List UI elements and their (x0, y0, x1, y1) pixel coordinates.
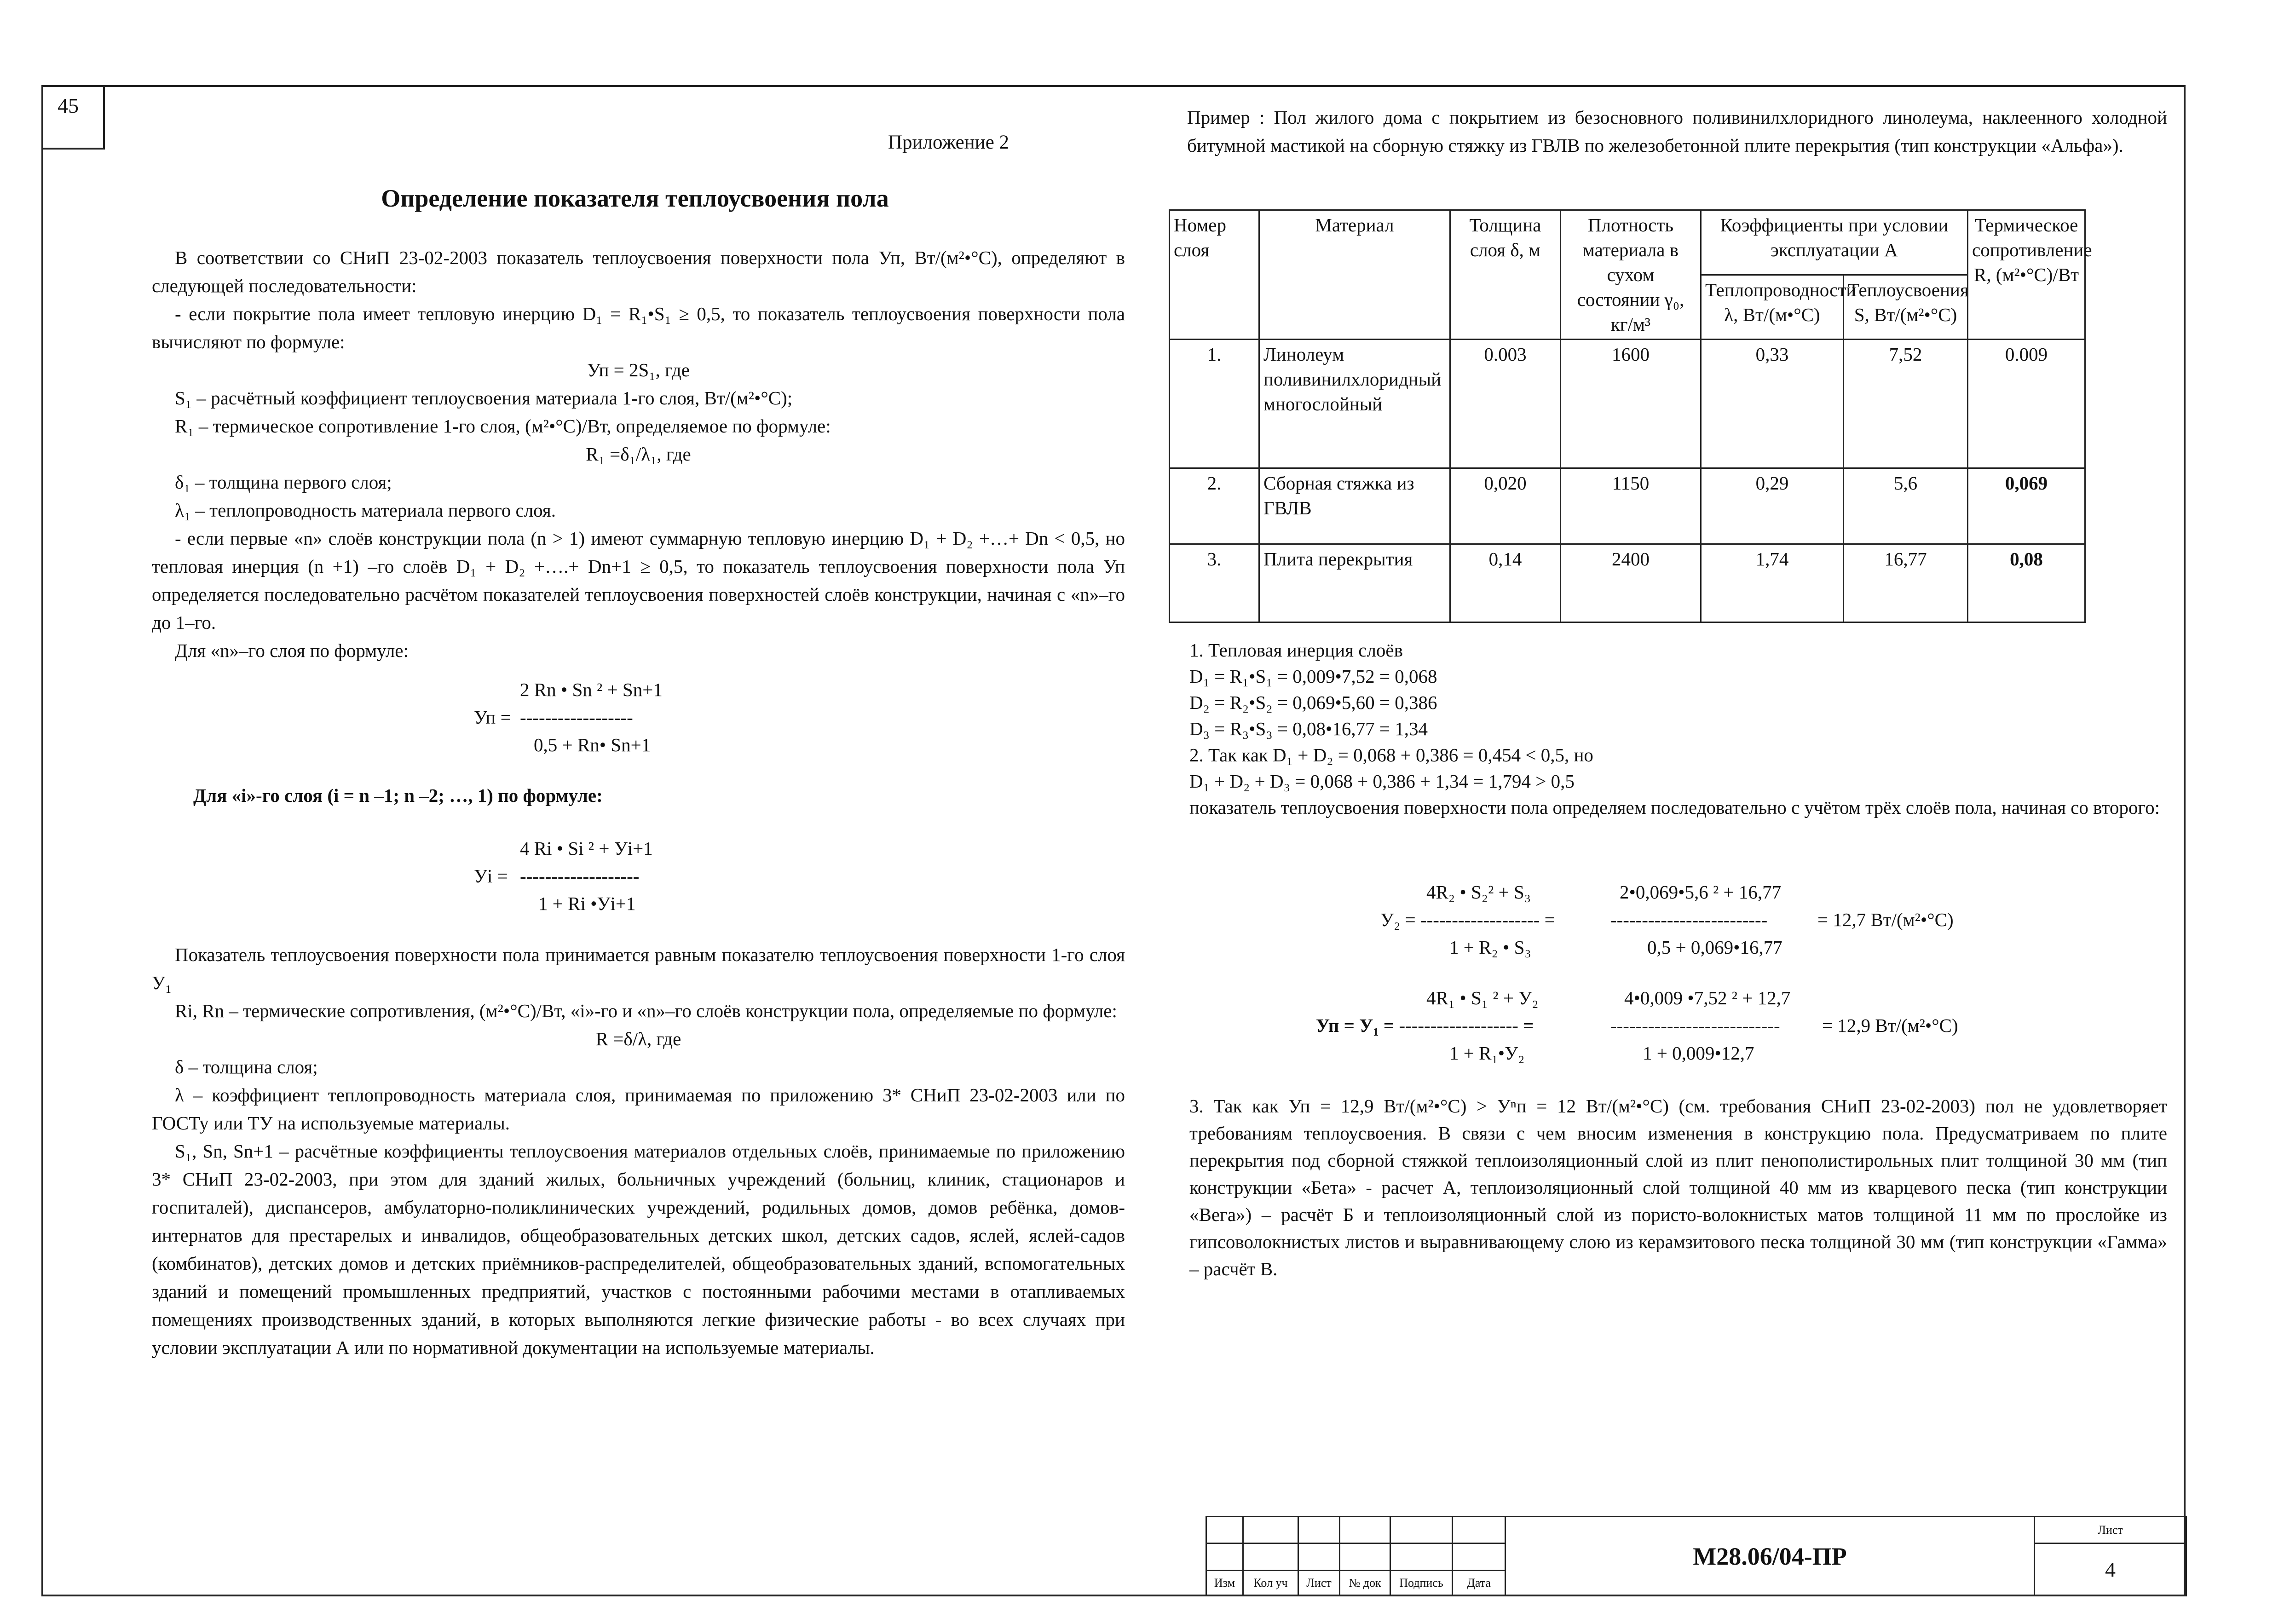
calc-line: 2. Так как D₁ + D₂ = 0,068 + 0,386 = 0,454 < 0,5, но (1189, 744, 1593, 766)
cell-conductivity: 0,33 (1701, 340, 1844, 468)
y1-denominator: 1 + R₁•У₂ (1449, 1042, 1525, 1064)
cell-density: 1600 (1561, 340, 1701, 468)
cell-resistance: 0,069 (1968, 468, 2085, 544)
sheet-label: Лист (2035, 1517, 2186, 1543)
definition: δ₁ – толщина первого слоя; (175, 472, 392, 493)
formula-i-line: ------------------- (520, 865, 640, 887)
paragraph: S₁, Sn, Sn+1 – расчётные коэффициенты теплоусвоения материалов отдельных слоёв, принимаемые по приложению 3* СНиП 23-02-2003, при этом для зданий жилых, больничных учреждений (больниц, клиник, стационаров и госпиталей), диспансеров, амбулаторно-поликлинических учреждений, родильных домов, домов ребёнка, домов-интернатов для престарелых и инвалидов, общеобразовательных детских школ, детских садов, яслей, яслей-садов (комбинатов), детских домов и детских приёмников-распределителей, общеобразовательных зданий, вспомогательных зданий и помещений промышленных предприятий, участков с постоянными рабочими местами в отапливаемых помещениях производственных зданий, в которых выполняются легкие физические работы - во всех случаях при условии эксплуатации А или по нормативной документации на используемые материалы. (152, 1140, 1125, 1358)
stamp-label: Кол уч (1243, 1570, 1298, 1595)
formula-i-numerator: 4 Ri • Si ² + Уi+1 (520, 838, 653, 859)
conclusion-paragraph: 3. Так как Уп = 12,9 Вт/(м²•°С) > Уⁿп = 12 Вт/(м²•°С) (см. требования СНиП 23-02-2003) пол не удовлетворяет требованиям теплоусвоения. В связи с чем вносим изменения в конструкцию пола. Предусматриваем по плите перекрытия под сборной стяжкой теплоизоляционный слой из плит пенополистирольных плит толщиной 30 мм (тип конструкции «Бета» - расчет А, теплоизоляционный слой толщиной 40 мм из кварцевого песка (тип конструкции «Вега») – расчёт Б и теплоизоляционный слой из пористо-волокнистых матов толщиной 11 мм по прослойке из гипсоволокнистых листов и выравнивающему слою из керамзитового песка толщиной 30 мм (тип конструкции «Гамма» – расчёт В. (1189, 1095, 2167, 1279)
cell-number: 3. (1170, 544, 1259, 622)
cell-resistance: 0,08 (1968, 544, 2085, 622)
cell-number: 2. (1170, 468, 1259, 544)
stamp-label: Изм (1206, 1570, 1243, 1595)
definition: δ – толщина слоя; (175, 1056, 318, 1077)
formula: R =δ/λ, где (595, 1028, 681, 1049)
stamp-label: Лист (1298, 1570, 1340, 1595)
example-intro: Пример : Пол жилого дома с покрытием из безосновного поливинилхлоридного линолеума, наклеенного холодной битумной мастикой на сборную стяжку из ГВЛВ по железобетонной плите перекрытия (тип конструкции «Альфа»). (1187, 107, 2167, 156)
cell-density: 2400 (1561, 544, 1701, 622)
cell-absorption: 16,77 (1844, 544, 1968, 622)
appendix-label: Приложение 2 (888, 132, 1009, 153)
page-title: Определение показателя теплоусвоения пола (381, 184, 889, 212)
y2-denominator-values: 0,5 + 0,069•16,77 (1647, 937, 1782, 958)
cell-absorption: 5,6 (1844, 468, 1968, 544)
cell-thickness: 0,14 (1450, 544, 1561, 622)
cell-material: Линолеум поливинилхлоридный многослойный (1259, 340, 1450, 468)
table-row (1170, 340, 2085, 468)
table-header-row (1170, 210, 2085, 275)
cell-absorption: 7,52 (1844, 340, 1968, 468)
y2-result: = 12,7 Вт/(м²•°С) (1817, 909, 1954, 930)
formula: R₁ =δ₁/λ₁, где (586, 443, 691, 465)
header-resistance: Термическое сопротивление R, (м²•°С)/Вт (1968, 210, 2085, 340)
formula-n-denominator: 0,5 + Rn• Sn+1 (534, 734, 651, 755)
paragraph: показатель теплоусвоения поверхности пола определяем последовательно с учётом трёх слоёв пола, начиная со второго: (1189, 797, 2160, 818)
y1-numerator-values: 4•0,009 •7,52 ² + 12,7 (1624, 987, 1791, 1008)
formula-n-numerator: 2 Rn • Sn ² + Sn+1 (520, 679, 663, 700)
table-row (1170, 544, 2085, 622)
y2-numerator: 4R₂ • S₂² + S₃ (1426, 881, 1531, 903)
stamp-label: № док (1340, 1570, 1390, 1595)
cell-conductivity: 1,74 (1701, 544, 1844, 622)
cell-conductivity: 0,29 (1701, 468, 1844, 544)
y1-lhs: Уп = У₁ = ------------------- = (1316, 1015, 1534, 1036)
cell-thickness: 0.003 (1450, 340, 1561, 468)
left-column (152, 244, 1125, 665)
header-material: Материал (1259, 210, 1450, 340)
left-column-lower (152, 941, 1125, 1362)
y2-denominator: 1 + R₂ • S₃ (1449, 937, 1531, 958)
calc-line: D₂ = R₂•S₂ = 0,069•5,60 = 0,386 (1189, 692, 1437, 713)
y2-lhs: У₂ = ------------------- = (1380, 909, 1555, 930)
y1-numerator: 4R₁ • S₁ ² + У₂ (1426, 987, 1539, 1008)
sheet-number: 4 (2035, 1543, 2186, 1596)
document-code: М28.06/04-ПР (1506, 1517, 2035, 1596)
header-conductivity: Теплопроводности λ, Вт/(м•°С) (1701, 275, 1844, 340)
paragraph: - если покрытие пола имеет тепловую инерцию D₁ = R₁•S₁ ≥ 0,5, то показатель теплоусвоения поверхности пола вычисляют по формуле: (152, 303, 1125, 352)
calculation-steps (1189, 637, 2167, 821)
definition: λ₁ – теплопроводность материала первого слоя. (175, 500, 556, 521)
formula: Уп = 2S₁, где (587, 359, 690, 380)
y2-numerator-values: 2•0,069•5,6 ² + 16,77 (1620, 881, 1782, 903)
formula-n-lhs: Уп = (474, 707, 511, 728)
y1-denominator-values: 1 + 0,009•12,7 (1643, 1042, 1754, 1064)
paragraph: λ – коэффициент теплопроводность материала слоя, принимаемая по приложению 3* СНиП 23-02-2003 или по ГОСТу или ТУ на используемые материалы. (152, 1084, 1125, 1134)
definition: R₁ – термическое сопротивление 1-го слоя, (м²•°С)/Вт, определяемое по формуле: (175, 415, 831, 437)
stamp-label: Дата (1453, 1570, 1506, 1595)
cell-material: Плита перекрытия (1259, 544, 1450, 622)
cell-thickness: 0,020 (1450, 468, 1561, 544)
cell-resistance: 0.009 (1968, 340, 2085, 468)
step-heading: 1. Тепловая инерция слоёв (1189, 639, 1403, 661)
formula-i-caption: Для «i»-го слоя (i = n –1; n –2; …, 1) по формуле: (193, 785, 603, 806)
definition: S₁ – расчётный коэффициент теплоусвоения материала 1-го слоя, Вт/(м²•°С); (175, 387, 793, 409)
cell-density: 1150 (1561, 468, 1701, 544)
page-number: 45 (58, 94, 79, 117)
table-row (1170, 468, 2085, 544)
formula-n-line: ------------------ (520, 707, 633, 728)
paragraph: - если первые «n» слоёв конструкции пола (n > 1) имеют суммарную тепловую инерцию D₁ + D₂ +…+ Dn < 0,5, но тепловая инерция (n +1) –го слоёв D₁ + D₂ +….+ Dn+1 ≥ 0,5, то показатель теплоусвоения поверхности пола Уп определяется последовательно расчётом показателей теплоусвоения поверхностей слоёв конструкции, начиная с «n»–го до 1–го. (152, 528, 1125, 633)
y2-line: ------------------------- (1610, 909, 1768, 930)
formula-i-denominator: 1 + Ri •Уi+1 (538, 893, 636, 914)
header-thickness: Толщина слоя δ, м (1450, 210, 1561, 340)
paragraph: Ri, Rn – термические сопротивления, (м²•°С)/Вт, «i»-го и «n»–го слоёв конструкции пола, определяемые по формуле: (175, 1000, 1117, 1021)
header-coefficients: Коэффициенты при условии эксплуатации А (1701, 210, 1968, 275)
paragraph: В соответствии со СНиП 23-02-2003 показатель теплоусвоения поверхности пола Уп, Вт/(м²•°С), определяют в следующей последовательности: (152, 247, 1125, 296)
materials-table (1169, 209, 2092, 623)
formula-i-lhs: Уi = (474, 865, 508, 887)
header-density: Плотность материала в сухом состоянии γ₀, кг/м³ (1561, 210, 1701, 340)
calc-line: D₁ + D₂ + D₃ = 0,068 + 0,386 + 1,34 = 1,794 > 0,5 (1189, 771, 1575, 792)
cell-material: Сборная стяжка из ГВЛВ (1259, 468, 1450, 544)
calc-line: D₁ = R₁•S₁ = 0,009•7,52 = 0,068 (1189, 666, 1437, 687)
stamp-label: Подпись (1390, 1570, 1453, 1595)
y1-line: --------------------------- (1610, 1015, 1780, 1036)
calc-line: D₃ = R₃•S₃ = 0,08•16,77 = 1,34 (1189, 718, 1428, 739)
paragraph: Показатель теплоусвоения поверхности пола принимается равным показателю теплоусвоения поверхности 1-го слоя У₁ (152, 944, 1125, 993)
title-block (1206, 1516, 2186, 1596)
header-absorption: Теплоусвоения S, Вт/(м²•°С) (1844, 275, 1968, 340)
cell-number: 1. (1170, 340, 1259, 468)
paragraph: Для «n»–го слоя по формуле: (175, 640, 409, 661)
header-layer-number: Номер слоя (1170, 210, 1259, 340)
page-number-box (41, 85, 105, 150)
y1-result: = 12,9 Вт/(м²•°С) (1822, 1015, 1958, 1036)
